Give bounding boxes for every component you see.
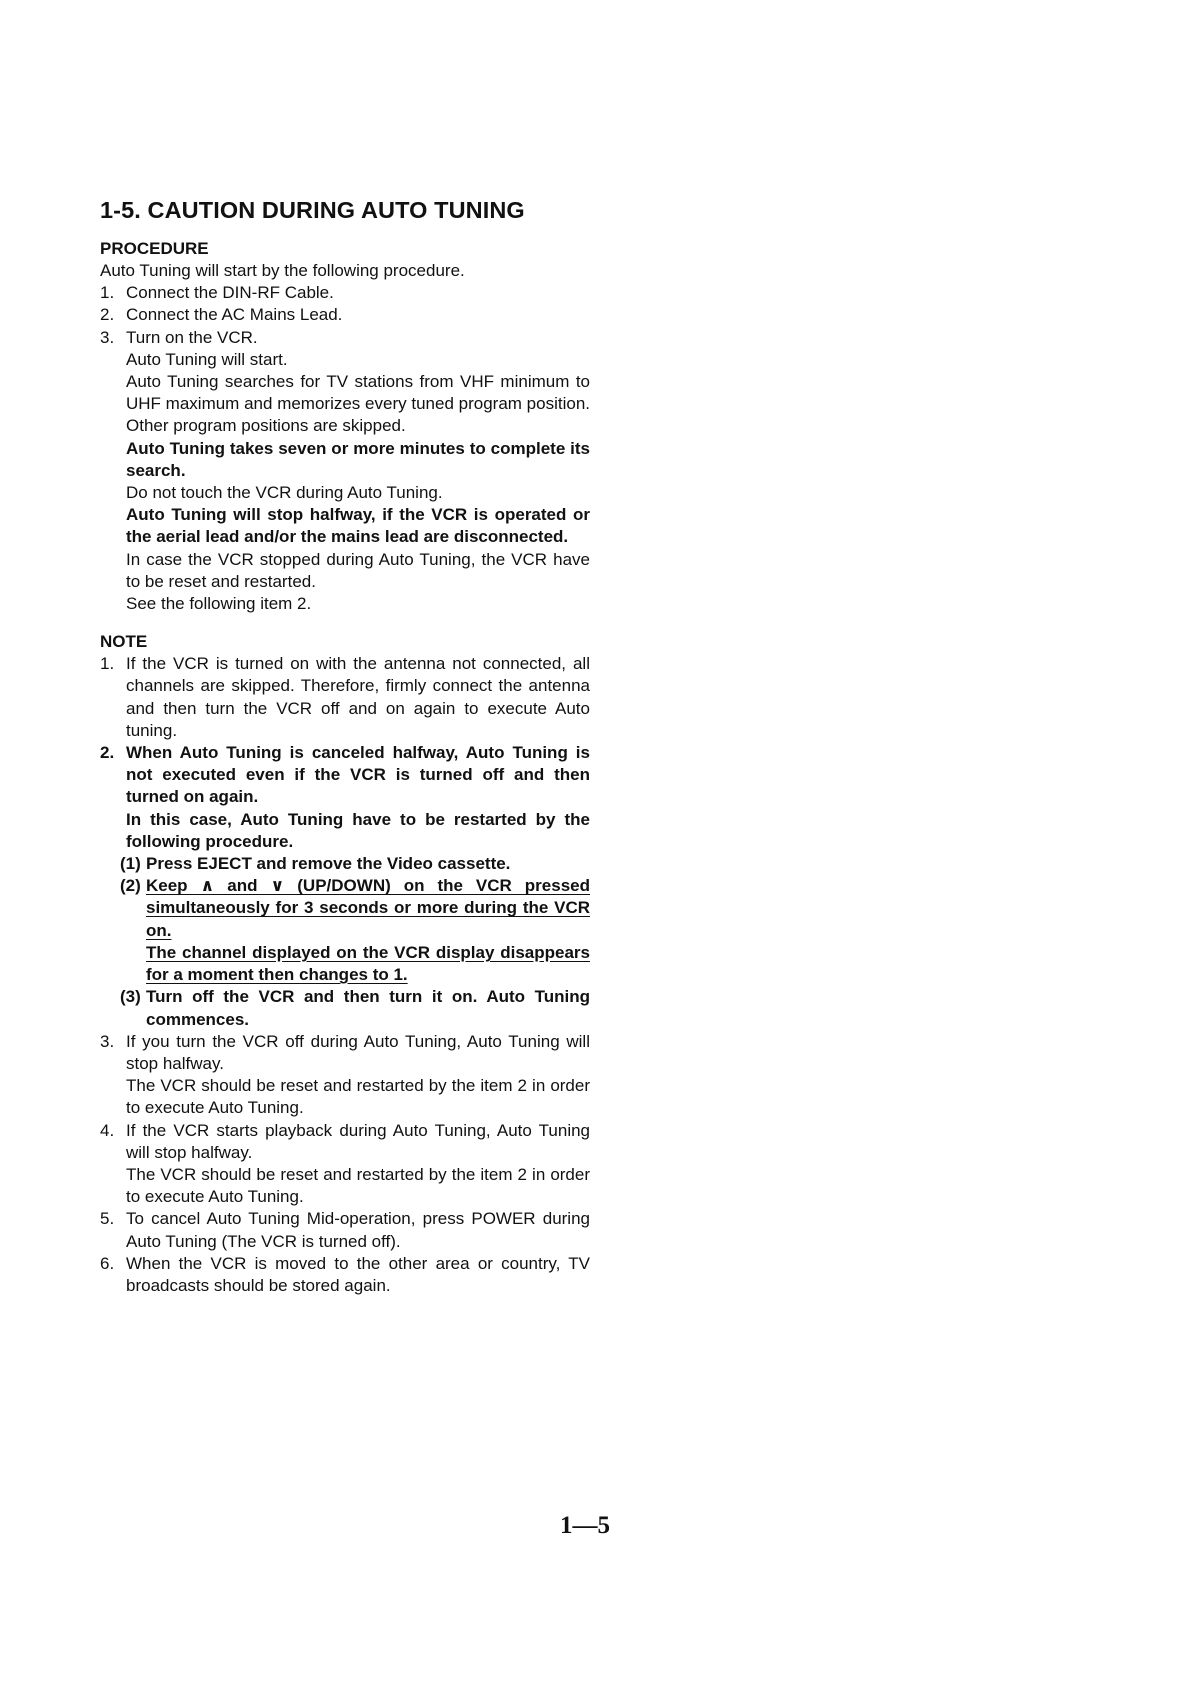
substep-body	[146, 875, 590, 986]
see-item-text: See the following item 2.	[126, 594, 312, 614]
auto-tuning-search-text: Auto Tuning searches for TV stations from VHF minimum to UHF maximum and memorizes every tuned program position. Other program positions are skipped.	[126, 372, 590, 436]
content-column	[100, 196, 590, 1297]
auto-tuning-start-text: Auto Tuning will start.	[126, 349, 288, 369]
note-heading: NOTE	[100, 632, 148, 652]
auto-tuning-duration-warning: Auto Tuning takes seven or more minutes to complete its search.	[126, 438, 590, 480]
do-not-touch-text: Do not touch the VCR during Auto Tuning.	[126, 483, 443, 503]
procedure-intro: Auto Tuning will start by the following procedure.	[100, 261, 465, 280]
note-text: If you turn the VCR off during Auto Tuning, Auto Tuning will stop halfway.	[126, 1031, 590, 1073]
note-number: 3.	[100, 1031, 115, 1051]
note-number: 6.	[100, 1253, 115, 1273]
note-item-2-continuation: In this case, Auto Tuning have to be restarted by the following procedure.	[126, 809, 590, 851]
note-section	[100, 631, 590, 1297]
step-number: 1.	[100, 283, 115, 303]
note-item-5	[100, 1208, 590, 1252]
note-substep-3	[120, 986, 590, 1030]
note-item-1	[100, 653, 590, 742]
note-number: 4.	[100, 1120, 115, 1140]
note-item-3	[100, 1031, 590, 1075]
procedure-step-3	[100, 327, 590, 349]
substep-text: Turn off the VCR and then turn it on. Auto Tuning commences.	[146, 987, 590, 1029]
note-substep-1	[120, 853, 590, 875]
substep-text: Press EJECT and remove the Video cassette.	[146, 854, 511, 874]
step-number: 2.	[100, 305, 115, 325]
substep-text: Keep ∧ and ∨ (UP/DOWN) on the VCR pressed simultaneously for 3 seconds or more during the VCR on.	[146, 876, 590, 940]
note-item-4	[100, 1120, 590, 1164]
note-text: To cancel Auto Tuning Mid-operation, press POWER during Auto Tuning (The VCR is turned off).	[126, 1209, 590, 1251]
section-gap	[100, 615, 590, 631]
note-number: 2.	[100, 743, 115, 763]
substep-text-2: The channel displayed on the VCR display disappears for a moment then changes to 1.	[146, 942, 590, 985]
note-text: If the VCR starts playback during Auto Tuning, Auto Tuning will stop halfway.	[126, 1120, 590, 1162]
note-number: 1.	[100, 654, 115, 674]
step-3-details	[126, 349, 590, 615]
section-title: 1-5. CAUTION DURING AUTO TUNING	[100, 197, 525, 223]
substep-number: (3)	[120, 987, 141, 1007]
note-number: 5.	[100, 1209, 115, 1229]
note-item-4-continuation: The VCR should be reset and restarted by the item 2 in order to execute Auto Tuning.	[126, 1164, 590, 1207]
substep-number: (1)	[120, 854, 141, 874]
auto-tuning-stop-warning: Auto Tuning will stop halfway, if the VCR is operated or the aerial lead and/or the mains lead are disconnected.	[126, 505, 590, 547]
note-text: When Auto Tuning is canceled halfway, Auto Tuning is not executed even if the VCR is turned off and then turned on again.	[126, 743, 590, 807]
substep-number: (2)	[120, 876, 141, 896]
procedure-step-1	[100, 282, 590, 304]
procedure-step-2	[100, 304, 590, 326]
note-text: When the VCR is moved to the other area or country, TV broadcasts should be stored again.	[126, 1253, 590, 1295]
procedure-section	[100, 238, 590, 615]
procedure-heading: PROCEDURE	[100, 239, 209, 258]
note-substep-2	[120, 875, 590, 986]
note-item-3-continuation: The VCR should be reset and restarted by the item 2 in order to execute Auto Tuning.	[126, 1076, 590, 1118]
step-text: Connect the DIN-RF Cable.	[126, 283, 334, 303]
step-text: Connect the AC Mains Lead.	[126, 305, 343, 325]
step-number: 3.	[100, 327, 115, 347]
step-text: Turn on the VCR.	[126, 327, 258, 347]
reset-restart-text: In case the VCR stopped during Auto Tuning, the VCR have to be reset and restarted.	[126, 549, 590, 591]
note-item-6	[100, 1253, 590, 1297]
note-text: If the VCR is turned on with the antenna not connected, all channels are skipped. Therefore, firmly connect the antenna and then turn the VCR off and on again to execute Auto tuning.	[126, 654, 590, 740]
page-number: 1—5	[560, 1512, 610, 1539]
note-item-2	[100, 742, 590, 809]
